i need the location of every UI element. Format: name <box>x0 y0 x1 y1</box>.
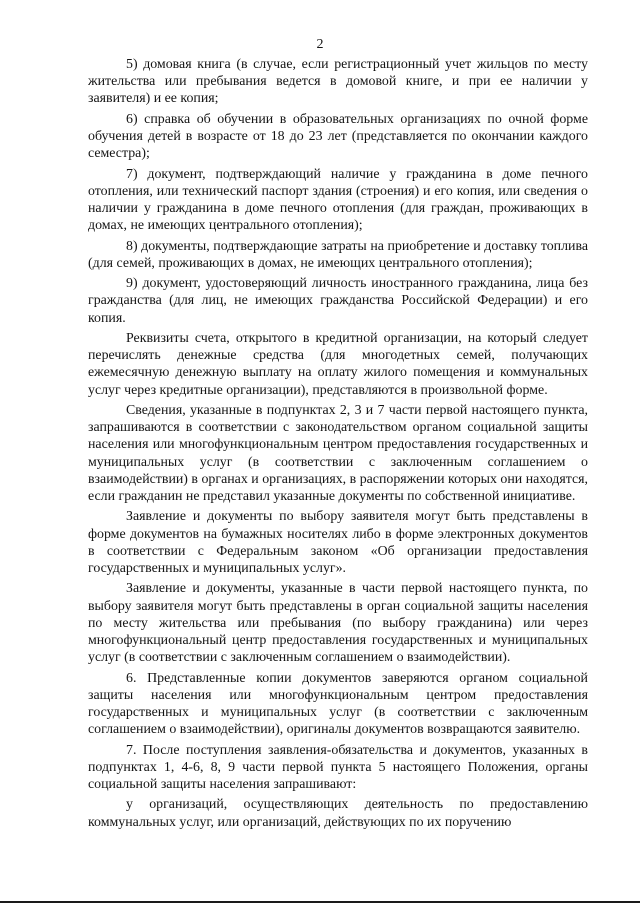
paragraph-item-6: 6) справка об обучении в образовательных организациях по очной форме обучения детей в возрасте от 18 до 23 лет (представляется по окончании каждого семестра); <box>88 111 588 162</box>
paragraph-info-requests: Сведения, указанные в подпунктах 2, 3 и 7 части первой настоящего пункта, запрашиваются в соответствии с законодательством органом социальной защиты населения или многофункциональным центром предоставления государственных и муниципальных услуг (в соответствии с заключенным соглашением о взаимодействии) в органах и организациях, в распоряжении которых они находятся, если гражданин не представил указанные документы по собственной инициативе. <box>88 402 588 504</box>
document-body <box>88 56 588 834</box>
paragraph-section-6: 6. Представленные копии документов заверяются органом социальной защиты населения или многофункциональным центром предоставления государственных и муниципальных услуг (в соответствии с заключенным соглашением о взаимодействии), оригиналы документов возвращаются заявителю. <box>88 670 588 738</box>
paragraph-section-7: 7. После поступления заявления-обязательства и документов, указанных в подпунктах 1, 4-6, 8, 9 части первой пункта 5 настоящего Положения, органы социальной защиты населения запрашивают: <box>88 742 588 792</box>
paragraph-submission-place: Заявление и документы, указанные в части первой настоящего пункта, по выбору заявителя могут быть представлены в орган социальной защиты населения по месту жительства или пребывания (по выбору гражданина) или через многофункциональный центр предоставления государственных и муниципальных услуг (в соответствии с заключенным соглашением о взаимодействии). <box>88 581 588 666</box>
page-number: 2 <box>316 37 324 52</box>
bottom-edge-rule <box>0 901 640 903</box>
paragraph-item-9: 9) документ, удостоверяющий личность иностранного гражданина, лица без гражданства (для лиц, не имеющих гражданства Российской Федерации) и его копия. <box>88 276 588 326</box>
paragraph-organizations: у организаций, осуществляющих деятельность по предоставлению коммунальных услуг, или организаций, действующих по их поручению <box>88 797 588 830</box>
paragraph-document-forms: Заявление и документы по выбору заявителя могут быть представлены в форме документов на бумажных носителях либо в форме электронных документов в соответствии с Федеральным законом «Об организации предоставления государственных и муниципальных услуг». <box>88 509 588 576</box>
paragraph-item-5: 5) домовая книга (в случае, если регистрационный учет жильцов по месту жительства или пребывания ведется в домовой книге, и при ее наличии у заявителя) и ее копия; <box>88 57 588 107</box>
paragraph-item-7: 7) документ, подтверждающий наличие у гражданина в доме печного отопления, или технический паспорт здания (строения) и его копия, или сведения о наличии у гражданина в доме печного отопления (для граждан, проживающих в домах, не имеющих центрального отопления); <box>88 166 588 234</box>
paragraph-bank-details: Реквизиты счета, открытого в кредитной организации, на который следует перечислять денежные средства (для многодетных семей, получающих ежемесячную денежную выплату на оплату жилого помещения и коммунальных услуг через кредитные организации), представляются в произвольной форме. <box>88 330 588 398</box>
paragraph-item-8: 8) документы, подтверждающие затраты на приобретение и доставку топлива (для семей, проживающих в домах, не имеющих центрального отопления); <box>88 238 588 271</box>
